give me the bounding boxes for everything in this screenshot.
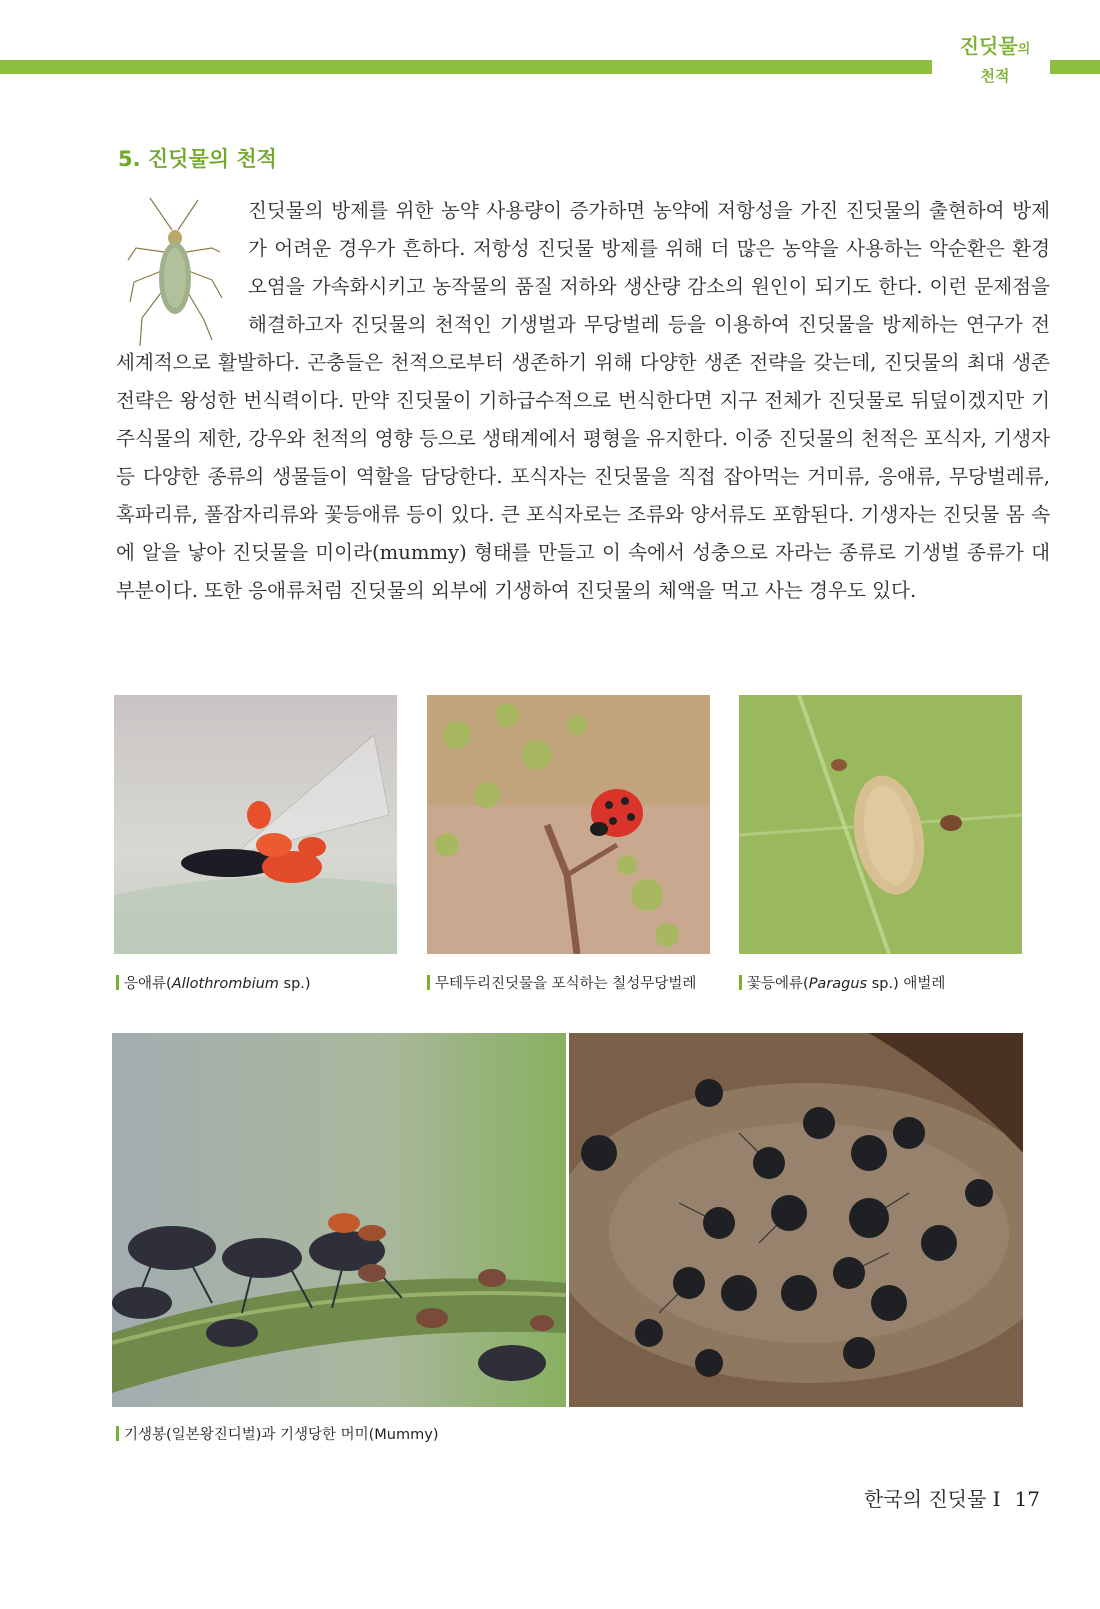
header-bar-left [0,60,932,74]
running-head-line2: 천적 [980,67,1010,85]
caption-hoverfly-prefix: 꽃등에류( [747,976,809,992]
footer-book-title: 한국의 진딧물 I [864,1487,1001,1511]
page-number: 17 [1014,1487,1040,1511]
caption-hoverfly-suffix: sp.) 애벌레 [867,976,946,992]
caption-ladybird [427,972,696,993]
section-title: 5. 진딧물의 천적 [118,147,277,171]
body-paragraph: 진딧물의 방제를 위한 농약 사용량이 증가하면 농약에 저항성을 가진 진딧물의 출현하여 방제가 어려운 경우가 흔하다. 저항성 진딧물 방제를 위해 더 많은 농약을 사용하는 악순환은 환경오염을 가속화시키고 농작물의 품질 저하와 생산량 감소의 원인이 되기도 한다. 이런 문제점을 해결하고자 진딧물의 천적인 기생벌과 무당벌레 등을 이용하여 진딧물을 방제하는 연구가 전 세계적으로 활발하다. 곤충들은 천적으로부터 생존하기 위해 다양한 생존 전략을 갖는데, 진딧물의 최대 생존 전략은 왕성한 번식력이다. 만약 진딧물이 기하급수적으로 번식한다면 지구 전체가 진딧물로 뒤덮이겠지만 기주식물의 제한, 강우와 천적의 영향 등으로 생태계에서 평형을 유지한다. 이중 진딧물의 천적은 포식자, 기생자 등 다양한 종류의 생물들이 역할을 담당한다. 포식자는 진딧물을 직접 잡아먹는 거미류, 응애류, 무당벌레류, 혹파리류, 풀잠자리류와 꽃등애류 등이 있다. 큰 포식자로는 조류와 양서류도 포함된다. 기생자는 진딧물 몸 속에 알을 낳아 진딧물을 미이라(mummy) 형태를 만들고 이 속에서 성충으로 자라는 종류로 기생벌 종류가 대부분이다. 또한 응애류처럼 진딧물의 외부에 기생하여 진딧물의 체액을 먹고 사는 경우도 있다. [116,199,1050,602]
photo-parasitoid-wasp [112,1033,566,1407]
photo-ladybird [427,695,710,954]
caption-bar [116,1426,119,1441]
caption-mite-suffix: sp.) [278,976,311,992]
caption-parasitoid [116,1423,439,1444]
running-head-main: 진딧물 [959,34,1018,58]
running-head [940,30,1050,86]
photo-hoverfly-larva [739,695,1022,954]
caption-mite [116,972,311,993]
page-footer [864,1483,1040,1512]
photo-mummies [569,1033,1023,1407]
header-bar-right [1050,60,1100,74]
caption-hoverfly [739,972,945,993]
caption-hoverfly-italic: Paragus [808,976,868,992]
caption-bar [427,975,430,990]
caption-mite-prefix: 응애류( [124,976,172,992]
caption-ladybird-text: 무테두리진딧물을 포식하는 칠성무당벌레 [435,976,697,992]
body-text [116,192,1050,610]
illustration-spacer [116,192,248,344]
caption-parasitoid-text: 기생봉(일본왕진디벌)과 기생당한 머미(Mummy) [124,1427,439,1443]
running-head-particle: 의 [1017,42,1031,57]
caption-mite-italic: Allothrombium [171,976,279,992]
photo-mite [114,695,397,954]
caption-bar [739,975,742,990]
caption-bar [116,975,119,990]
